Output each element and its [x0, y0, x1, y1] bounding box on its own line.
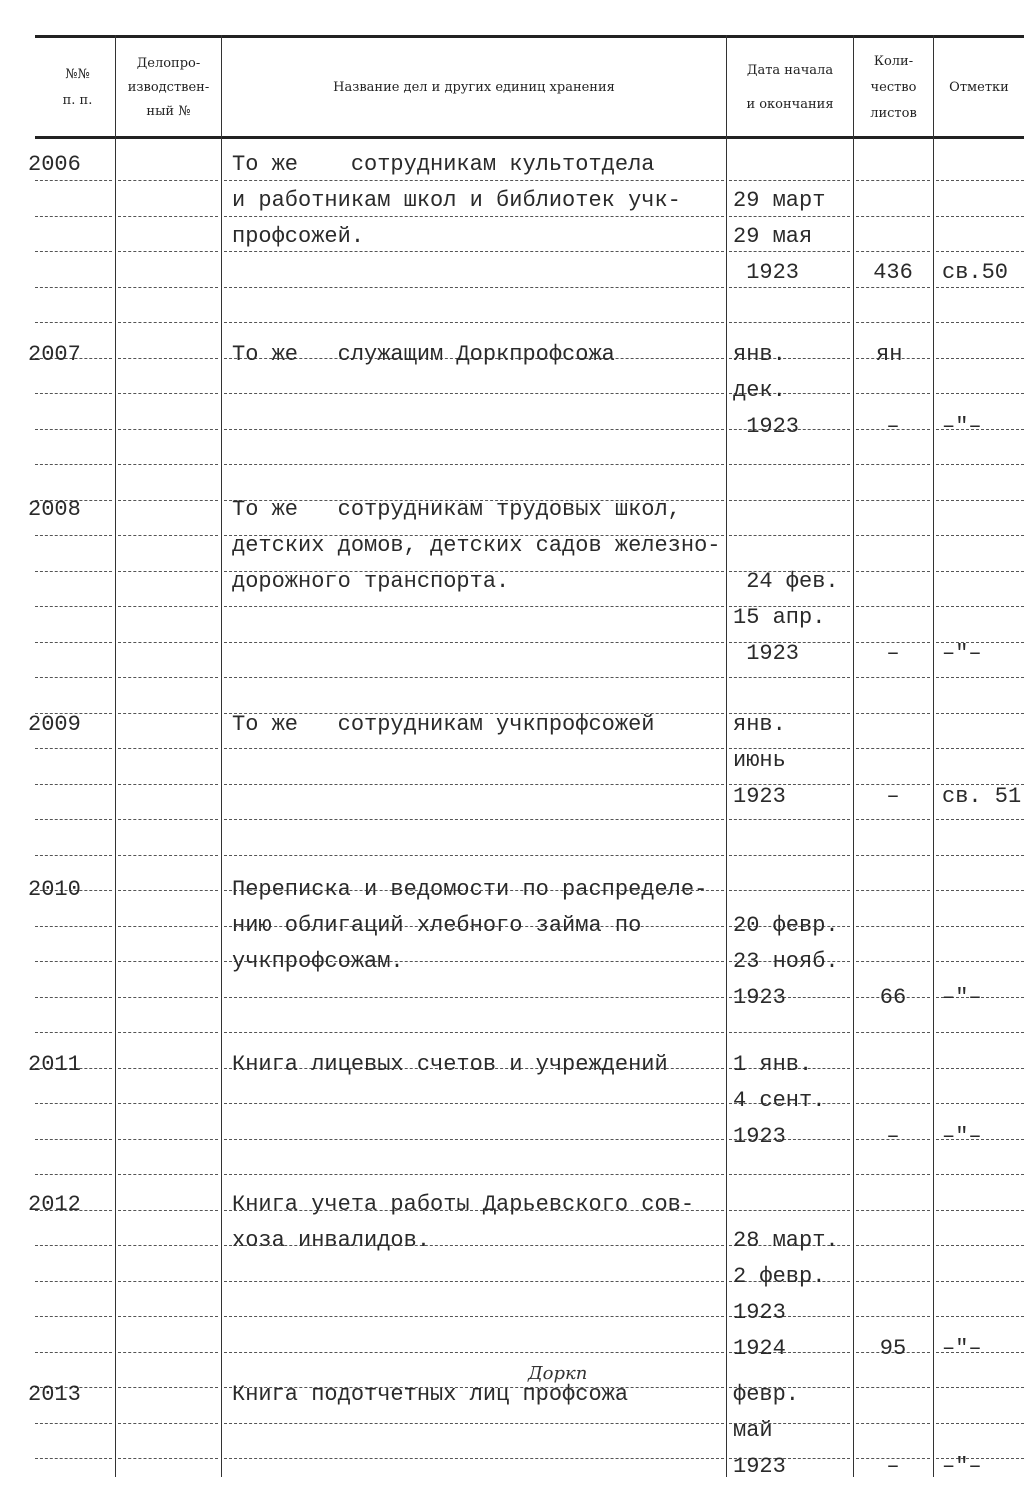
- ruled-line: [856, 1174, 930, 1175]
- ruled-line: [936, 1423, 1024, 1424]
- ruled-line: [118, 1316, 218, 1317]
- entry-date-line: июнь: [733, 748, 786, 773]
- ruled-line: [856, 251, 930, 252]
- entry-number: 2006: [28, 152, 81, 177]
- ruled-line: [856, 393, 930, 394]
- ruled-line: [856, 322, 930, 323]
- ruled-line: [35, 1245, 112, 1246]
- ruled-line: [224, 287, 724, 288]
- ruled-line: [224, 748, 724, 749]
- ruled-line: [224, 784, 724, 785]
- ruled-line: [118, 855, 218, 856]
- entry-number: 2013: [28, 1382, 81, 1407]
- ruled-line: [118, 535, 218, 536]
- entry-number: 2011: [28, 1052, 81, 1077]
- header-office-number: Делопро- изводствен- ный №: [127, 55, 210, 119]
- ruled-line: [856, 819, 930, 820]
- ruled-line: [729, 322, 850, 323]
- entry-sheets: 66: [879, 985, 907, 1010]
- ruled-line: [856, 1032, 930, 1033]
- ruled-line: [118, 1281, 218, 1282]
- ruled-line: [856, 713, 930, 714]
- ruled-line: [35, 1139, 112, 1140]
- ruled-line: [729, 535, 850, 536]
- ruled-line: [936, 606, 1024, 607]
- ruled-line: [35, 429, 112, 430]
- header-number: №№ п. п.: [62, 66, 93, 108]
- entry-title-line: Книга подотчетных лиц профсожа: [232, 1382, 629, 1407]
- ruled-line: [224, 1139, 724, 1140]
- ruled-line: [729, 216, 850, 217]
- entry-date-line: 24 фев.: [733, 569, 839, 594]
- ruled-line: [936, 1281, 1024, 1282]
- entry-date-line: 28 март.: [733, 1228, 839, 1253]
- ruled-line: [936, 1103, 1024, 1104]
- ruled-line: [729, 251, 850, 252]
- ruled-line: [224, 677, 724, 678]
- ruled-line: [936, 180, 1024, 181]
- ruled-line: [35, 642, 112, 643]
- ruled-line: [936, 287, 1024, 288]
- ruled-line: [224, 1316, 724, 1317]
- ruled-line: [729, 287, 850, 288]
- ruled-line: [936, 748, 1024, 749]
- ruled-line: [118, 997, 218, 998]
- entry-notes: –"–: [942, 1336, 982, 1361]
- ruled-line: [35, 216, 112, 217]
- ruled-line: [35, 464, 112, 465]
- ruled-line: [936, 500, 1024, 501]
- ruled-line: [118, 819, 218, 820]
- entry-notes: –"–: [942, 1454, 982, 1479]
- entry-title-line: Переписка и ведомости по распределе-: [232, 877, 708, 902]
- ruled-line: [856, 464, 930, 465]
- ruled-line: [936, 855, 1024, 856]
- entry-date-line: май: [733, 1418, 773, 1443]
- ruled-line: [35, 1032, 112, 1033]
- ruled-line: [118, 358, 218, 359]
- ruled-line: [118, 1210, 218, 1211]
- column-divider: [115, 35, 116, 1477]
- ruled-line: [118, 571, 218, 572]
- ruled-line: [936, 713, 1024, 714]
- column-divider: [933, 35, 934, 1477]
- ruled-line: [118, 1174, 218, 1175]
- entry-date-line: 1923: [733, 985, 786, 1010]
- ruled-line: [224, 251, 724, 252]
- ruled-line: [118, 1352, 218, 1353]
- ruled-line: [35, 1174, 112, 1175]
- ruled-line: [856, 890, 930, 891]
- ruled-line: [856, 926, 930, 927]
- ruled-line: [224, 1281, 724, 1282]
- ruled-line: [224, 429, 724, 430]
- ruled-line: [856, 216, 930, 217]
- ruled-line: [729, 1210, 850, 1211]
- ruled-line: [729, 677, 850, 678]
- ruled-line: [35, 393, 112, 394]
- entry-date-line: 1923: [733, 414, 800, 439]
- ruled-line: [224, 464, 724, 465]
- ruled-line: [118, 216, 218, 217]
- entry-date-line: 15 апр.: [733, 605, 826, 630]
- ruled-line: [35, 1103, 112, 1104]
- entry-date-line: 29 мая: [733, 224, 813, 249]
- entry-title-line: учкпрофсожам.: [232, 949, 404, 974]
- ruled-line: [936, 1068, 1024, 1069]
- ruled-line: [936, 393, 1024, 394]
- ruled-line: [118, 784, 218, 785]
- ruled-line: [936, 1032, 1024, 1033]
- header-dates: Дата начала и окончания: [746, 62, 834, 112]
- ruled-line: [118, 500, 218, 501]
- ruled-line: [856, 1387, 930, 1388]
- ruled-line: [936, 571, 1024, 572]
- ruled-line: [936, 1210, 1024, 1211]
- ruled-line: [856, 748, 930, 749]
- ruled-line: [729, 890, 850, 891]
- ruled-line: [35, 287, 112, 288]
- ruled-line: [224, 322, 724, 323]
- ruled-line: [35, 677, 112, 678]
- entry-number: 2007: [28, 342, 81, 367]
- entry-sheets: 436: [873, 260, 913, 285]
- entry-sheets: –: [886, 1124, 900, 1149]
- ruled-line: [729, 1174, 850, 1175]
- ruled-line: [118, 677, 218, 678]
- ruled-line: [118, 961, 218, 962]
- ruled-line: [35, 571, 112, 572]
- ruled-line: [936, 464, 1024, 465]
- ruled-line: [936, 1174, 1024, 1175]
- entry-number: 2010: [28, 877, 81, 902]
- ruled-line: [118, 748, 218, 749]
- ruled-line: [224, 1032, 724, 1033]
- ruled-line: [118, 322, 218, 323]
- ruled-line: [936, 819, 1024, 820]
- ruled-line: [224, 1103, 724, 1104]
- ruled-line: [118, 1458, 218, 1459]
- entry-date-line: 20 февр.: [733, 913, 839, 938]
- ruled-line: [118, 287, 218, 288]
- ruled-line: [224, 393, 724, 394]
- entry-title-line: детских домов, детских садов железно-: [232, 533, 721, 558]
- ruled-line: [224, 606, 724, 607]
- ruled-line: [856, 1210, 930, 1211]
- ruled-line: [729, 180, 850, 181]
- entry-date-line: 23 нояб.: [733, 949, 839, 974]
- ruled-line: [936, 1316, 1024, 1317]
- entry-title-line: То же сотрудникам культотдела: [232, 152, 655, 177]
- ruled-line: [856, 1068, 930, 1069]
- ruled-line: [118, 642, 218, 643]
- entry-title-line: нию облигаций хлебного займа по: [232, 913, 642, 938]
- ruled-line: [118, 251, 218, 252]
- ruled-line: [35, 961, 112, 962]
- entry-title-line: дорожного транспорта.: [232, 569, 510, 594]
- column-divider: [726, 35, 727, 1477]
- ruled-line: [856, 180, 930, 181]
- entry-sheets: –: [886, 784, 900, 809]
- ruled-line: [118, 393, 218, 394]
- ruled-line: [936, 535, 1024, 536]
- ruled-line: [856, 571, 930, 572]
- entry-date-line: 1923: [733, 1300, 786, 1325]
- ruled-line: [856, 606, 930, 607]
- ruled-line: [729, 819, 850, 820]
- column-divider: [221, 35, 222, 1477]
- ruled-line: [729, 855, 850, 856]
- entry-date-line: янв.: [733, 712, 786, 737]
- ruled-line: [936, 358, 1024, 359]
- ruled-line: [729, 1032, 850, 1033]
- entry-number: 2012: [28, 1192, 81, 1217]
- ruled-line: [224, 997, 724, 998]
- handwritten-insert: Доркп: [528, 1363, 588, 1384]
- ruled-line: [35, 926, 112, 927]
- ruled-line: [936, 677, 1024, 678]
- ruled-line: [856, 855, 930, 856]
- ruled-line: [35, 997, 112, 998]
- ruled-line: [118, 926, 218, 927]
- ruled-line: [936, 1387, 1024, 1388]
- entry-date-line: 1923: [733, 784, 786, 809]
- header-sheets: Коли- чество листов: [870, 53, 917, 121]
- ruled-line: [224, 180, 724, 181]
- ruled-line: [35, 1281, 112, 1282]
- ruled-line: [224, 1174, 724, 1175]
- entry-date-line: 1923: [733, 260, 800, 285]
- ruled-line: [224, 855, 724, 856]
- entry-title-line: хоза инвалидов.: [232, 1228, 431, 1253]
- entry-notes: –"–: [942, 641, 982, 666]
- ruled-line: [224, 819, 724, 820]
- entry-date-line: 2 февр.: [733, 1264, 826, 1289]
- ruled-line: [118, 606, 218, 607]
- ruled-line: [35, 855, 112, 856]
- ruled-line: [35, 1458, 112, 1459]
- ruled-line: [118, 1032, 218, 1033]
- entry-sheets: –: [886, 641, 900, 666]
- ruled-line: [35, 1316, 112, 1317]
- ruled-line: [936, 961, 1024, 962]
- ruled-line: [118, 464, 218, 465]
- ruled-line: [224, 1352, 724, 1353]
- ruled-line: [856, 1316, 930, 1317]
- entry-notes: св.50: [942, 260, 1009, 285]
- entry-title-line: Книга лицевых счетов и учреждений: [232, 1052, 668, 1077]
- entry-number: 2008: [28, 497, 81, 522]
- ruled-line: [35, 819, 112, 820]
- entry-date-line: февр.: [733, 1382, 800, 1407]
- entry-title-line: То же служащим Доркпрофсожа: [232, 342, 615, 367]
- ruled-line: [118, 1245, 218, 1246]
- entry-sheets: 95: [879, 1336, 907, 1361]
- ruled-line: [118, 713, 218, 714]
- entry-notes: св. 51: [942, 784, 1022, 809]
- entry-date-line: 1923: [733, 641, 800, 666]
- ruled-line: [224, 1458, 724, 1459]
- entry-sheets-note: ян: [876, 342, 903, 367]
- header-notes: Отметки: [949, 79, 1009, 95]
- ruled-line: [729, 464, 850, 465]
- ruled-line: [856, 535, 930, 536]
- ruled-line: [936, 322, 1024, 323]
- entry-title-line: То же сотрудникам трудовых школ,: [232, 497, 681, 522]
- ruled-line: [936, 890, 1024, 891]
- ruled-line: [35, 251, 112, 252]
- entry-title-line: Книга учета работы Дарьевского сов-: [232, 1192, 695, 1217]
- entry-date-line: 1 янв.: [733, 1052, 813, 1077]
- entry-notes: –"–: [942, 414, 982, 439]
- ruled-line: [118, 1103, 218, 1104]
- header-top-rule: [35, 35, 1024, 38]
- ruled-line: [118, 1387, 218, 1388]
- ruled-line: [936, 1245, 1024, 1246]
- entry-date-line: 1923: [733, 1124, 786, 1149]
- ruled-line: [856, 500, 930, 501]
- ruled-line: [856, 677, 930, 678]
- ruled-line: [729, 500, 850, 501]
- ruled-line: [856, 1423, 930, 1424]
- ruled-line: [856, 1245, 930, 1246]
- ruled-line: [936, 216, 1024, 217]
- entry-notes: –"–: [942, 985, 982, 1010]
- entry-title-line: То же сотрудникам учкпрофсожей: [232, 712, 655, 737]
- ruled-line: [35, 1423, 112, 1424]
- entry-date-line: янв.: [733, 342, 786, 367]
- ruled-line: [35, 180, 112, 181]
- ruled-line: [856, 287, 930, 288]
- ruled-line: [35, 1352, 112, 1353]
- ruled-line: [224, 1423, 724, 1424]
- ruled-line: [856, 1281, 930, 1282]
- ruled-line: [936, 926, 1024, 927]
- ruled-line: [224, 642, 724, 643]
- entry-date-line: 1924: [733, 1336, 786, 1361]
- ruled-line: [35, 748, 112, 749]
- ruled-line: [224, 216, 724, 217]
- column-divider: [853, 35, 854, 1477]
- ruled-line: [118, 180, 218, 181]
- entry-date-line: 1923: [733, 1454, 786, 1479]
- header-bottom-rule: [35, 136, 1024, 139]
- ruled-line: [35, 784, 112, 785]
- ruled-line: [35, 606, 112, 607]
- ruled-line: [118, 1068, 218, 1069]
- header-title: Название дел и других единиц хранения: [333, 79, 615, 95]
- ruled-line: [118, 1423, 218, 1424]
- ruled-line: [856, 961, 930, 962]
- ruled-line: [856, 1103, 930, 1104]
- ruled-line: [118, 429, 218, 430]
- entry-date-line: 4 сент.: [733, 1088, 826, 1113]
- entry-number: 2009: [28, 712, 81, 737]
- ruled-line: [35, 322, 112, 323]
- entry-sheets: –: [886, 1454, 900, 1479]
- ruled-line: [35, 535, 112, 536]
- entry-notes: –"–: [942, 1124, 982, 1149]
- entry-date-line: дек.: [733, 378, 786, 403]
- ruled-line: [118, 1139, 218, 1140]
- entry-date-line: 29 март: [733, 188, 826, 213]
- entry-sheets: –: [886, 414, 900, 439]
- entry-title-line: и работникам школ и библиотек учк-: [232, 188, 681, 213]
- ruled-line: [936, 251, 1024, 252]
- entry-title-line: профсожей.: [232, 224, 365, 249]
- ruled-line: [118, 890, 218, 891]
